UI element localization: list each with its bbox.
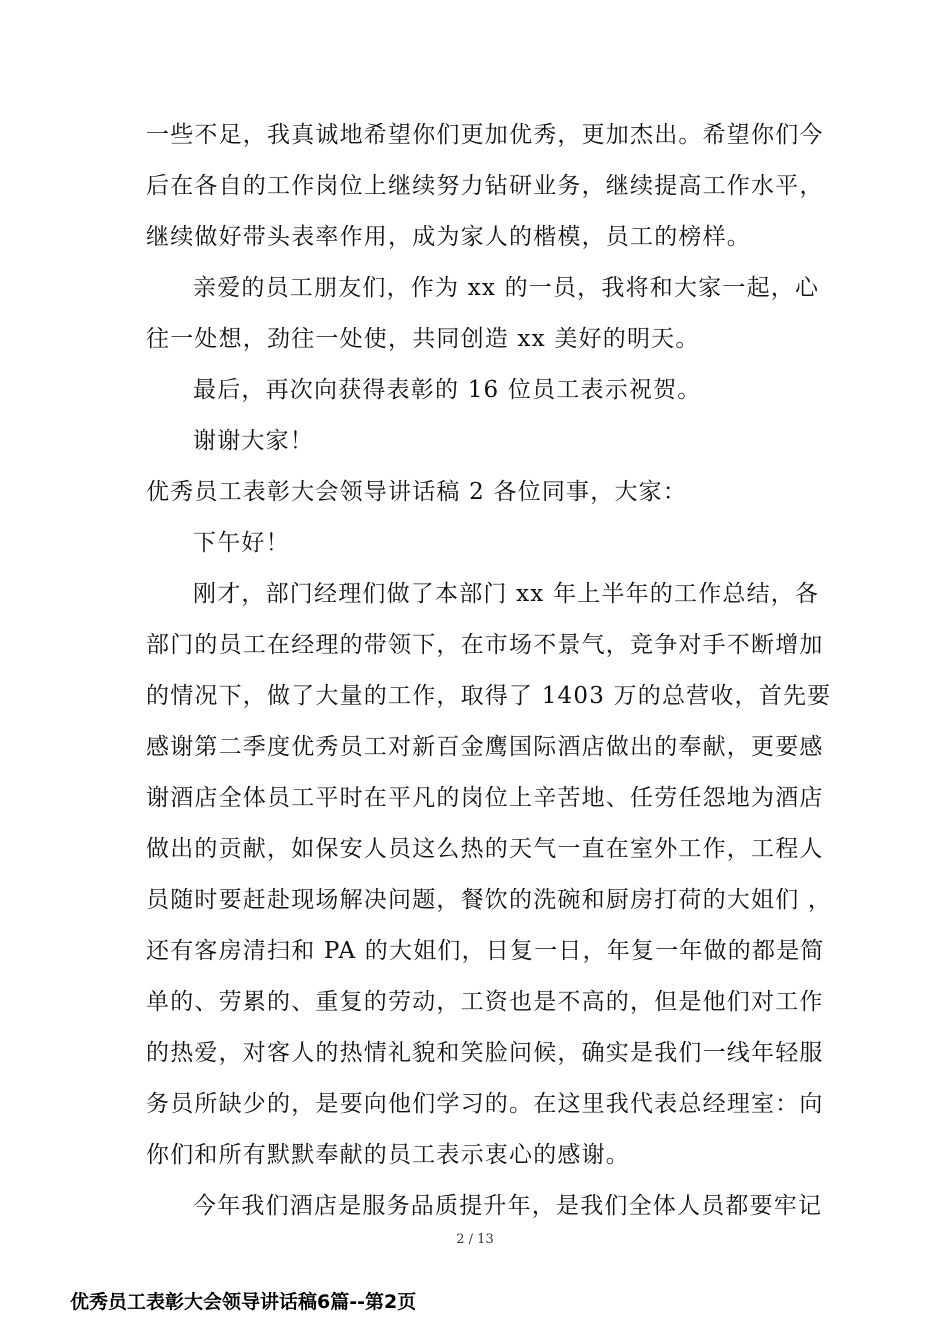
text-line: 谢酒店全体员工平时在平凡的岗位上辛苦地、任劳任怨地为酒店 [146, 785, 824, 811]
text-line: 下午好！ [193, 530, 290, 556]
text-line: 员随时要赶赴现场解决问题，餐饮的洗碗和厨房打荷的大姐们 ， [146, 887, 833, 913]
text-line: 刚才，部门经理们做了本部门 xx 年上半年的工作总结，各 [193, 581, 820, 607]
text-line: 优秀员工表彰大会领导讲话稿 2 各位同事，大家： [146, 479, 688, 505]
text-line: 还有客房清扫和 PA 的大姐们，日复一日，年复一年做的都是简 [146, 938, 825, 964]
text-line: 后在各自的工作岗位上继续努力钻研业务，继续提高工作水平， [146, 173, 824, 199]
footer-title: 优秀员工表彰大会领导讲话稿6篇--第2页 [70, 1291, 417, 1313]
text-line: 亲爱的员工朋友们，作为 xx 的一员，我将和大家一起，心 [193, 275, 820, 301]
text-line: 感谢第二季度优秀员工对新百金鹰国际酒店做出的奉献，更要感 [146, 734, 824, 760]
text-line: 谢谢大家！ [193, 428, 314, 454]
text-line: 一些不足，我真诚地希望你们更加优秀，更加杰出。希望你们今 [146, 122, 824, 148]
text-line: 单的、劳累的、重复的劳动，工资也是不高的，但是他们对工作 [146, 989, 824, 1015]
text-line: 今年我们酒店是服务品质提升年，是我们全体人员都要牢记 [193, 1193, 823, 1219]
text-line: 部门的员工在经理的带领下，在市场不景气，竞争对手不断增加 [146, 632, 824, 658]
text-line: 做出的贡献，如保安人员这么热的天气一直在室外工作，工程人 [146, 836, 824, 862]
text-line: 继续做好带头表率作用，成为家人的楷模，员工的榜样。 [146, 224, 751, 250]
text-line: 的热爱，对客人的热情礼貌和笑脸问候，确实是我们一线年轻服 [146, 1040, 824, 1066]
text-line: 务员所缺少的，是要向他们学习的。在这里我代表总经理室：向 [146, 1091, 824, 1117]
text-line: 最后，再次向获得表彰的 16 位员工表示祝贺。 [193, 377, 702, 403]
text-line: 的情况下，做了大量的工作，取得了 1403 万的总营收，首先要 [146, 683, 832, 709]
text-line: 你们和所有默默奉献的员工表示衷心的感谢。 [146, 1142, 630, 1168]
page-number: 2 / 13 [456, 1232, 494, 1247]
document-body [146, 110, 833, 1232]
text-line: 往一处想，劲往一处使，共同创造 xx 美好的明天。 [146, 326, 700, 352]
